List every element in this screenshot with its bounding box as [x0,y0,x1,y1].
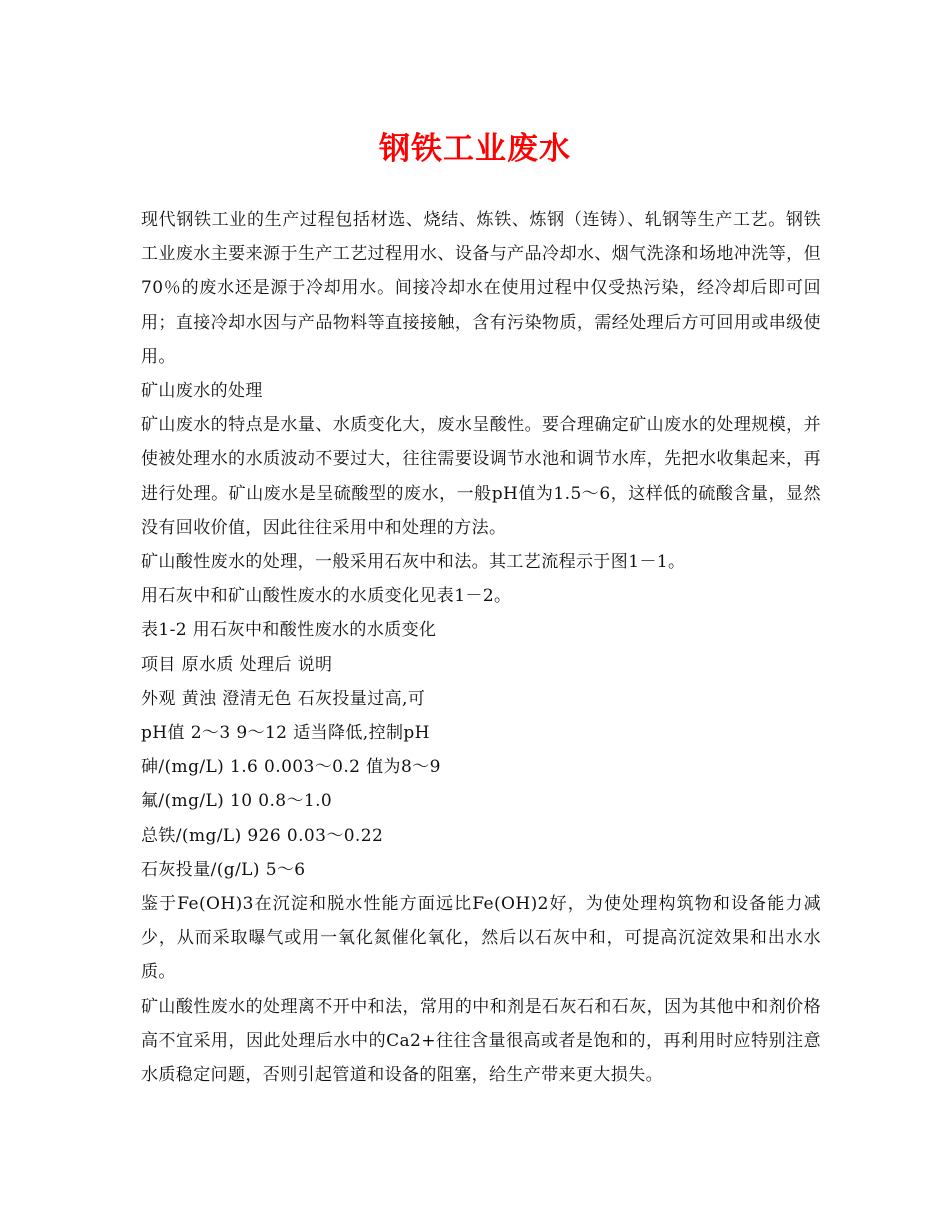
paragraph-table-reference: 用石灰中和矿山酸性废水的水质变化见表1－2。 [141,586,512,607]
table-row-appearance: 外观 黄浊 澄清无色 石灰投量过高,可 [141,688,426,709]
paragraph-intro: 现代钢铁工业的生产过程包括材选、烧结、炼铁、炼钢（连铸）、轧钢等生产工艺。钢铁工业废水主要来源于生产工艺过程用水、设备与产品冷却水、烟气洗涤和场地冲洗等，但70％的废水还是源于冷却用水。间接冷却水在使用过程中仅受热污染，经冷却后即可回用；直接冷却水因与产品物料等直接接触，含有污染物质，需经处理后方可回用或串级使用。 [141,210,821,367]
table-row-total-iron: 总铁/(mg/L) 926 0.03～0.22 [141,825,384,846]
table-row-header: 项目 原水质 处理后 说明 [141,654,333,675]
table-caption: 表1-2 用石灰中和酸性废水的水质变化 [141,620,437,641]
document-body [141,203,821,1092]
paragraph-mine-characteristics: 矿山废水的特点是水量、水质变化大，废水呈酸性。要合理确定矿山废水的处理规模，并使被处理水的水质波动不要过大，往往需要设调节水池和调节水库，先把水收集起来，再进行处理。矿山废水是呈硫酸型的废水，一般pH值为1.5～6，这样低的硫酸含量，显然没有回收价值，因此往往采用中和处理的方法。 [141,415,821,538]
paragraph-neutralizer: 矿山酸性废水的处理离不开中和法，常用的中和剂是石灰石和石灰，因为其他中和剂价格高不宜采用，因此处理后水中的Ca2+往往含量很高或者是饱和的，再利用时应特别注意水质稳定问题，否则引起管道和设备的阻塞，给生产带来更大损失。 [141,996,821,1086]
paragraph-iron-hydroxide: 鉴于Fe(OH)3在沉淀和脱水性能方面远比Fe(OH)2好，为使处理构筑物和设备能力减少，从而采取曝气或用一氧化氮催化氧化，然后以石灰中和，可提高沉淀效果和出水水质。 [141,894,821,983]
table-row-lime-dosage: 石灰投量/(g/L) 5～6 [141,859,306,880]
table-row-fluorine: 氟/(mg/L) 10 0.8～1.0 [141,791,333,812]
table-row-ph: pH值 2～3 9～12 适当降低,控制pH [141,723,430,744]
section-heading-mine-wastewater: 矿山废水的处理 [141,381,263,402]
table-row-arsenic: 砷/(mg/L) 1.6 0.003～0.2 值为8～9 [141,757,441,778]
paragraph-lime-neutralization: 矿山酸性废水的处理，一般采用石灰中和法。其工艺流程示于图1－1。 [141,552,686,573]
document-title: 钢铁工业废水 [379,131,571,167]
